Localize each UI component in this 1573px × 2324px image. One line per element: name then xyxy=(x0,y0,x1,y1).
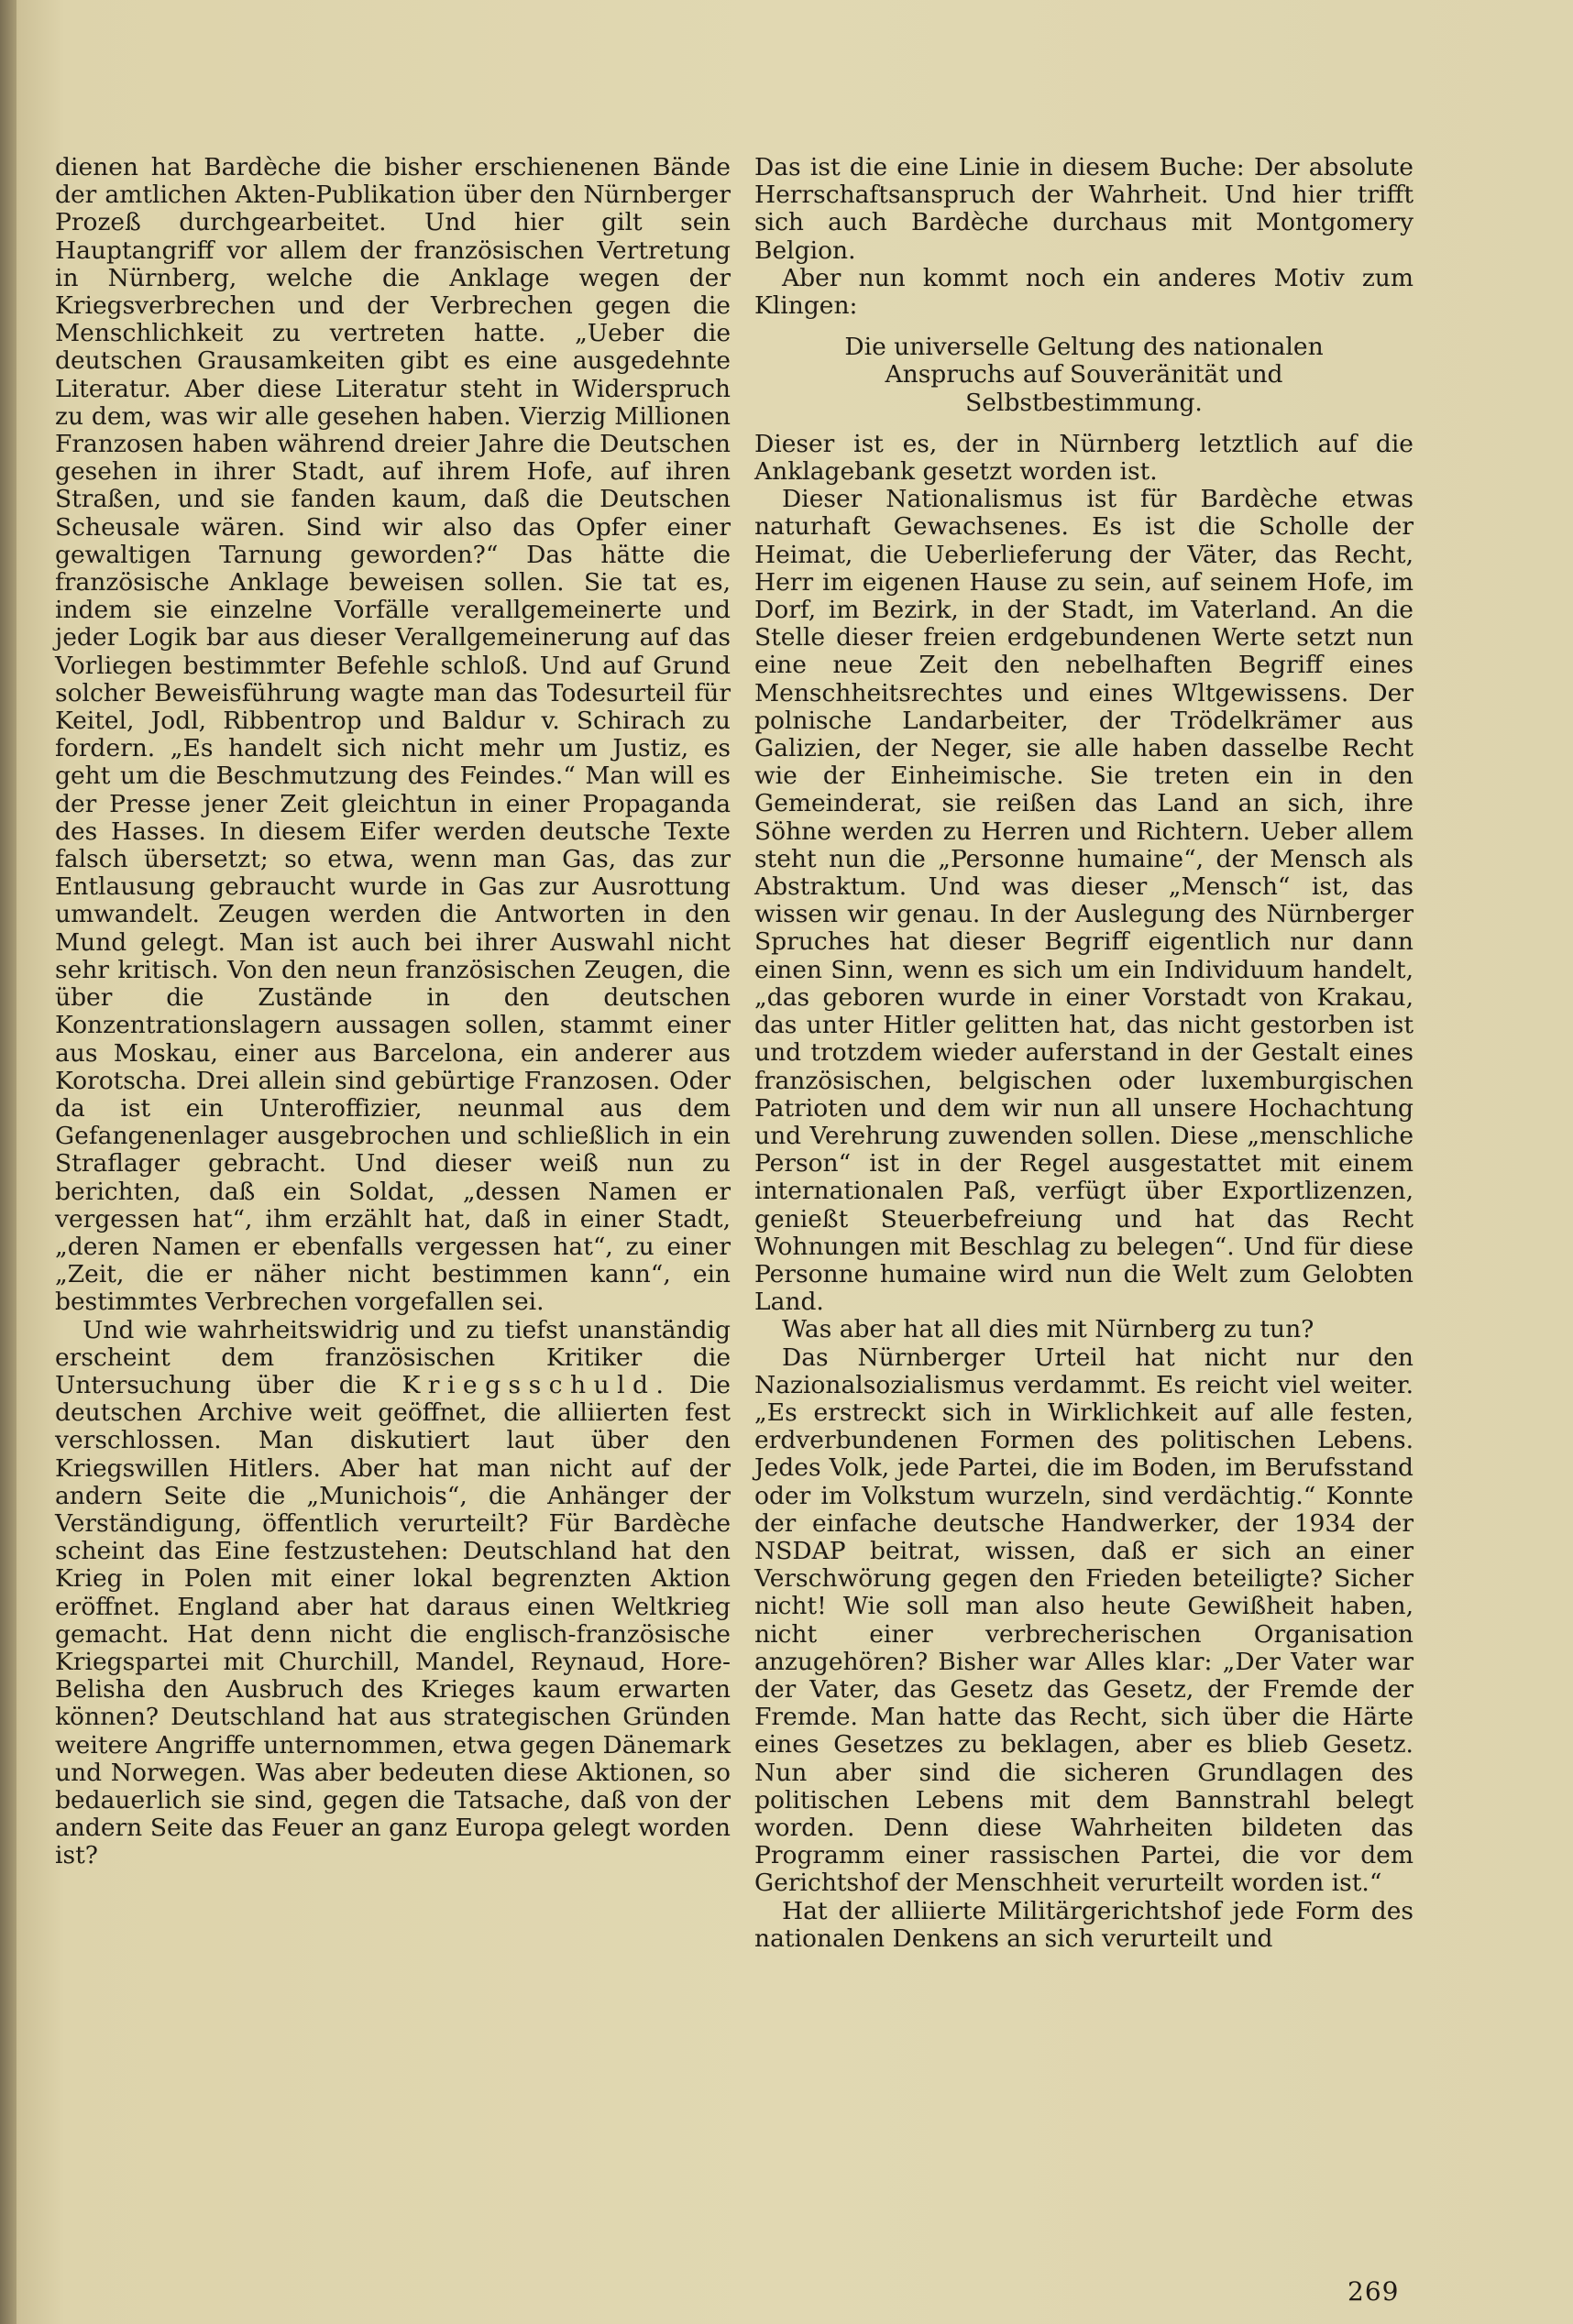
right-paragraph-6: Das Nürnberger Urteil hat nicht nur den Nazionalsozialismus verdammt. Es reicht viel weiter. „Es erstreckt sich in Wirklichkeit auf alle festen, erdverbundenen Formen des politischen Lebens. Jedes Volk, jede Partei, die im Boden, im Berufsstand oder im Volkstum wurzeln, sind verdächtig.“ Konnte der einfache deutsche Handwerker, der 1934 der NSDAP beitrat, wissen, daß er sich an einer Verschwörung gegen den Frieden beteiligte? Sicher nicht! Wie soll man also heute Gewißheit haben, nicht einer verbrecherischen Organisation anzugehören? Bisher war Alles klar: „Der Vater war der Vater, das Gesetz das Gesetz, der Fremde der Fremde. Man hatte das Recht, sich über die Härte eines Gesetzes zu beklagen, aber es blieb Gesetz. Nun aber sind die sicheren Grundlagen des politischen Lebens mit dem Bannstrahl belegt worden. Denn diese Wahrheiten bildeten das Programm einer rassischen Partei, die vor dem Gerichtshof der Menschheit verurteilt worden ist.“ xyxy=(754,1343,1414,1898)
right-paragraph-1: Das ist die eine Linie in diesem Buche: Der absolute Herrschaftsanspruch der Wahrheit. Und hier trifft sich auch Bardèche durchaus mit Montgomery Belgion. xyxy=(754,153,1414,265)
page-number: 269 xyxy=(1348,2276,1400,2307)
left-paragraph-1: dienen hat Bardèche die bisher erschienenen Bände der amtlichen Akten-Publikation über den Nürnberger Prozeß durchgearbeitet. Und hier gilt sein Hauptangriff vor allem der französischen Vertretung in Nürnberg, welche die Anklage wegen der Kriegsverbrechen und der Verbrechen gegen die Menschlichkeit zu vertreten hatte. „Ueber die deutschen Grausamkeiten gibt es eine ausgedehnte Literatur. Aber diese Literatur steht in Widerspruch zu dem, was wir alle gesehen haben. Vierzig Millionen Franzosen haben während dreier Jahre die Deutschen gesehen in ihrer Stadt, auf ihrem Hofe, auf ihren Straßen, und sie fanden kaum, daß die Deutschen Scheusale wären. Sind wir also das Opfer einer gewaltigen Tarnung geworden?“ Das hätte die französische Anklage beweisen sollen. Sie tat es, indem sie einzelne Vorfälle verallgemeinerte und jeder Logik bar aus dieser Verallgemeinerung auf das Vorliegen bestimmter Befehle schloß. Und auf Grund solcher Beweisführung wagte man das Todesurteil für Keitel, Jodl, Ribbentrop und Baldur v. Schirach zu fordern. „Es handelt sich nicht mehr um Justiz, es geht um die Beschmutzung des Feindes.“ Man will es der Presse jener Zeit gleichtun in einer Propaganda des Hasses. In diesem Eifer werden deutsche Texte falsch übersetzt; so etwa, wenn man Gas, das zur Entlausung gebraucht wurde in Gas zur Ausrottung umwandelt. Zeugen werden die Antworten in den Mund gelegt. Man ist auch bei ihrer Auswahl nicht sehr kritisch. Von den neun französischen Zeugen, die über die Zustände in den deutschen Konzentrationslagern aussagen sollen, stammt einer aus Moskau, einer aus Barcelona, ein anderer aus Korotscha. Drei allein sind gebürtige Franzosen. Oder da ist ein Unteroffizier, neunmal aus dem Gefangenenlager ausgebrochen und schließlich in ein Straflager gebracht. Und dieser weiß nun zu berichten, daß ein Soldat, „dessen Namen er vergessen hat“, ihm erzählt hat, daß in einer Stadt, „deren Namen er ebenfalls vergessen hat“, zu einer „Zeit, die er näher nicht bestimmen kann“, ein bestimmtes Verbrechen vorgefallen sei. xyxy=(55,153,731,1317)
right-paragraph-5: Was aber hat all dies mit Nürnberg zu tun? xyxy=(782,1315,1314,1344)
right-paragraph-3: Dieser ist es, der in Nürnberg letztlich auf die Anklagebank gesetzt worden ist. xyxy=(754,429,1414,487)
right-paragraph-2: Aber nun kommt noch ein anderes Motiv zum Klingen: xyxy=(754,263,1414,321)
centered-thesis: Die universelle Geltung des nationalen Anspruchs auf Souveränität und Selbstbestimmung. xyxy=(844,333,1324,417)
spaced-keyword: Kriegsschuld xyxy=(402,1370,656,1399)
left-paragraph-2 xyxy=(55,1317,731,1870)
right-text-column xyxy=(754,154,1414,1953)
right-paragraph-7: Hat der alliierte Militärgerichtshof jede Form des nationalen Denkens an sich verurteilt und xyxy=(754,1896,1414,1953)
left-text-column xyxy=(55,154,731,1870)
left-paragraph-2-start: Und wie wahrheitswidrig und zu tiefst unanständig erscheint dem französischen Kritiker die Untersuchung über die xyxy=(55,1315,731,1399)
page-binding-shadow xyxy=(0,0,16,2324)
right-paragraph-4: Dieser Nationalismus ist für Bardèche etwas naturhaft Gewachsenes. Es ist die Scholle der Heimat, die Ueberlieferung der Väter, das Recht, Herr im eigenen Hause zu sein, auf seinem Hofe, im Dorf, im Bezirk, in der Stadt, im Vaterland. An die Stelle dieser freien erdgebundenen Werte setzt nun eine neue Zeit den nebelhaften Begriff eines Menschheitsrechtes und eines Wltgewissens. Der polnische Landarbeiter, der Trödelkrämer aus Galizien, der Neger, sie alle haben dasselbe Recht wie der Einheimische. Sie treten ein in den Gemeinderat, sie reißen das Land an sich, ihre Söhne werden zu Herren und Richtern. Ueber allem steht nun die „Personne humaine“, der Mensch als Abstraktum. Und was dieser „Mensch“ ist, das wissen wir genau. In der Auslegung des Nürnberger Spruches hat dieser Begriff eigentlich nur dann einen Sinn, wenn es sich um ein Individuum handelt, „das geboren wurde in einer Vorstadt von Krakau, das unter Hitler gelitten hat, das nicht gestorben ist und trotzdem wieder auferstand in der Gestalt eines französischen, belgischen oder luxemburgischen Patrioten und dem wir nun all unsere Hochachtung und Verehrung zuwenden sollen. Diese „menschliche Person“ ist in der Regel ausgestattet mit einem internationalen Paß, verfügt über Exportlizenzen, genießt Steuerbefreiung und hat das Recht Wohnungen mit Beschlag zu belegen“. Und für diese Personne humaine wird nun die Welt zum Gelobten Land. xyxy=(754,485,1414,1317)
left-paragraph-2-rest: . Die deutschen Archive weit geöffnet, die alliierten fest verschlossen. Man diskutiert laut über den Kriegswillen Hitlers. Aber hat man nicht auf der andern Seite die „Munichois“, die Anhänger der Verständigung, öffentlich verurteilt? Für Bardèche scheint das Eine festzustehen: Deutschland hat den Krieg in Polen mit einer lokal begrenzten Aktion eröffnet. England aber hat daraus einen Weltkrieg gemacht. Hat denn nicht die englisch-französische Kriegspartei mit Churchill, Mandel, Reynaud, Hore-Belisha den Ausbruch des Krieges kaum erwarten können? Deutschland hat aus strategischen Gründen weitere Angriffe unternommen, etwa gegen Dänemark und Norwegen. Was aber bedeuten diese Aktionen, so bedauerlich sie sind, gegen die Tatsache, daß von der andern Seite das Feuer an ganz Europa gelegt worden ist? xyxy=(55,1370,731,1870)
